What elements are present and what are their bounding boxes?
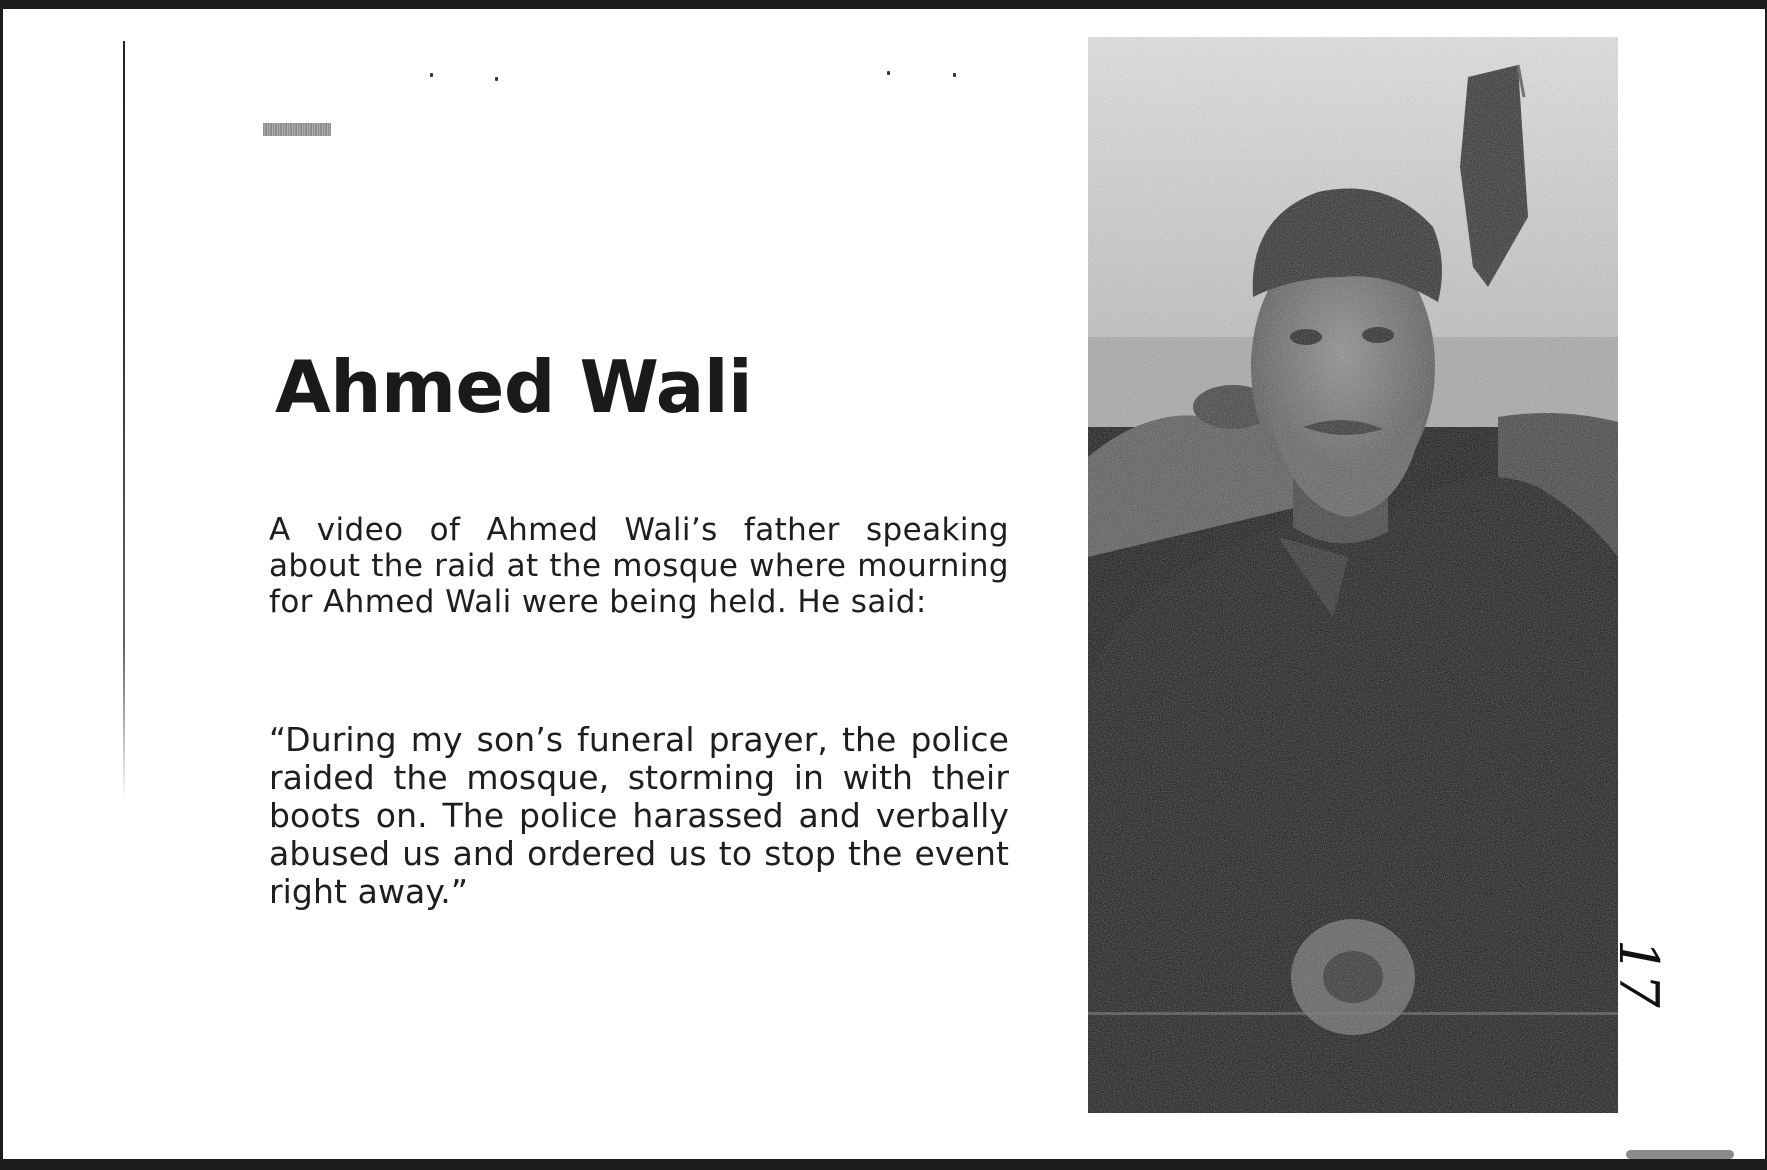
horizontal-scrollbar-thumb[interactable] <box>1626 1150 1734 1159</box>
intro-paragraph: A video of Ahmed Wali’s father speaking about the raid at the mosque where mourning for Ahmed Wali were being held. He said: <box>269 512 1009 620</box>
scan-speck <box>495 77 498 81</box>
man-portrait-icon <box>1088 37 1618 1113</box>
page-number: 17 <box>1607 939 1670 1008</box>
scan-speck <box>887 71 890 75</box>
quote-paragraph: “During my son’s funeral prayer, the police raided the mosque, storming in with their boots on. The police harassed and verbally abused us and ordered us to stop the event right away.” <box>269 720 1009 911</box>
document-page <box>3 9 1765 1159</box>
redacted-stamp <box>263 123 331 136</box>
margin-line <box>123 41 125 801</box>
scan-speck <box>953 73 956 77</box>
scan-speck <box>430 73 433 77</box>
portrait-photo <box>1088 37 1618 1113</box>
page-title: Ahmed Wali <box>275 345 753 429</box>
